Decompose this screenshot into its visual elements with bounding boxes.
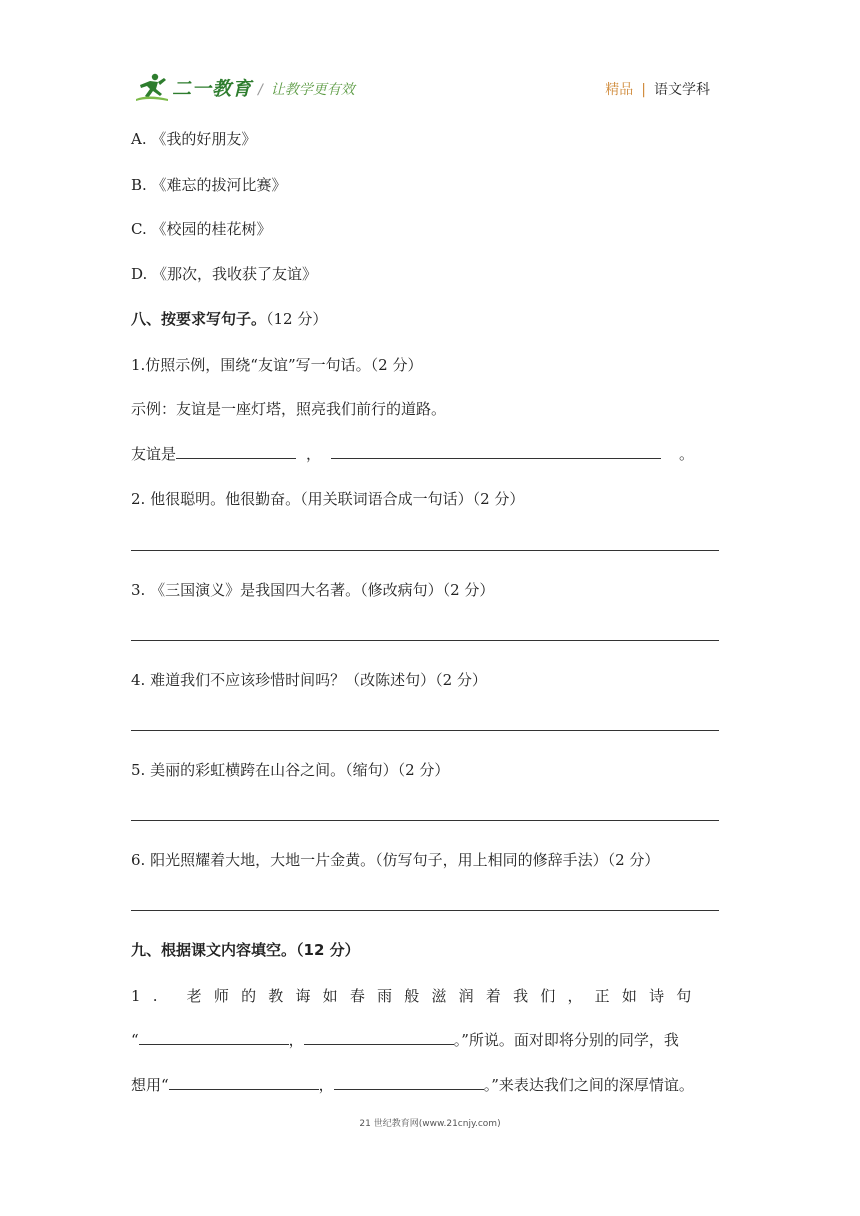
poem-comma-1: ，: [288, 1031, 304, 1049]
fill-comma: ，: [306, 445, 322, 463]
answer-line-2[interactable]: [131, 550, 719, 551]
blank-1[interactable]: [176, 443, 296, 459]
option-d: D. 《那次，我收获了友谊》: [131, 265, 318, 283]
poem-blank-4[interactable]: [334, 1074, 484, 1090]
page-header: [136, 70, 726, 106]
question-9-1-line2: [131, 1029, 679, 1050]
question-8-3: 3. 《三国演义》是我国四大名著。（修改病句）（2 分）: [131, 581, 495, 599]
question-8-1: 1.仿照示例，围绕“友谊”写一句话。（2 分）: [131, 356, 423, 374]
answer-line-4[interactable]: [131, 730, 719, 731]
example-sentence: 示例：友谊是一座灯塔，照亮我们前行的道路。: [131, 400, 447, 418]
logo-text: 二一教育: [172, 77, 253, 100]
section-8-score: （12 分）: [266, 310, 328, 328]
runner-icon: [136, 72, 170, 102]
question-8-6: 6. 阳光照耀着大地，大地一片金黄。（仿写句子，用上相同的修辞手法）（2 分）: [131, 851, 660, 869]
question-9-1-line1: 1. 老师的教诲如春雨般滋润着我们，正如诗句: [131, 987, 704, 1005]
brand-logo: [136, 72, 252, 102]
poem-blank-2[interactable]: [304, 1029, 454, 1045]
quote-open: “: [131, 1031, 139, 1049]
option-c: C. 《校园的桂花树》: [131, 220, 272, 238]
fill-line-friendship: [131, 443, 694, 464]
blank-2[interactable]: [331, 443, 661, 459]
slogan-text: 让教学更有效: [270, 82, 355, 98]
quality-tag: 精品: [605, 82, 634, 98]
slogan: [258, 79, 355, 99]
question-8-4: 4. 难道我们不应该珍惜时间吗？（改陈述句）（2 分）: [131, 671, 487, 689]
poem-blank-1[interactable]: [139, 1029, 289, 1045]
section-8-heading: 八、按要求写句子。: [131, 310, 267, 328]
poem-comma-2: ，: [318, 1076, 334, 1094]
question-9-1-line3: [131, 1074, 694, 1095]
answer-line-6[interactable]: [131, 910, 719, 911]
option-b: B. 《难忘的拔河比赛》: [131, 176, 287, 194]
slogan-separator: /: [258, 82, 263, 98]
fill-prefix: 友谊是: [131, 445, 177, 463]
question-9-1-line2-tail: 。”所说。面对即将分别的同学，我: [453, 1031, 679, 1049]
fill-end: 。: [679, 445, 695, 463]
line3-head: 想用“: [131, 1076, 169, 1094]
answer-line-5[interactable]: [131, 820, 719, 821]
question-8-5: 5. 美丽的彩虹横跨在山谷之间。（缩句）（2 分）: [131, 761, 450, 779]
poem-blank-3[interactable]: [169, 1074, 319, 1090]
subject-label: 语文学科: [654, 82, 710, 98]
section-9-title: 九、根据课文内容填空。（12 分）: [131, 941, 360, 959]
question-8-2: 2. 他很聪明。他很勤奋。（用关联词语合成一句话）（2 分）: [131, 490, 525, 508]
answer-line-3[interactable]: [131, 640, 719, 641]
section-8-title: [131, 308, 327, 329]
tag-divider: |: [641, 82, 646, 98]
page-footer: 21 世纪教育网(www.21cnjy.com): [359, 1119, 501, 1129]
subject-tag: [605, 79, 710, 99]
question-9-1-line3-tail: 。”来表达我们之间的深厚情谊。: [483, 1076, 694, 1094]
option-a: A. 《我的好朋友》: [131, 130, 257, 148]
